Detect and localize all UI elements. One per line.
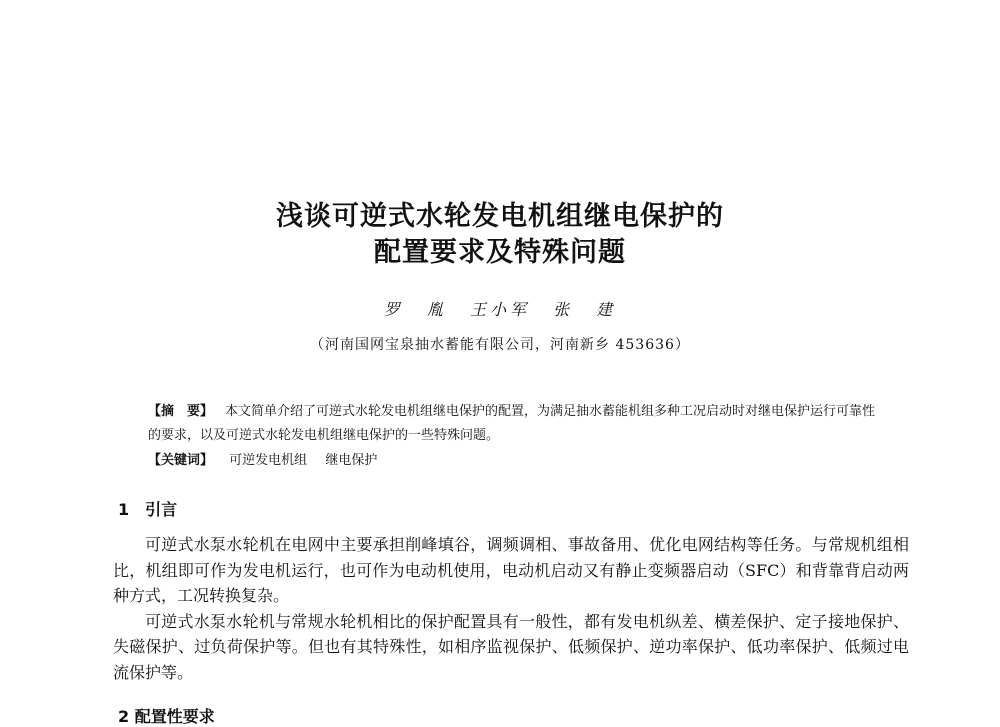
keyword-item: 继电保护 (325, 453, 378, 468)
section-title: 配置性要求 (134, 707, 215, 726)
section-title: 引言 (145, 500, 178, 519)
body-text (113, 532, 909, 685)
paper-title-line-2: 配置要求及特殊问题 (374, 237, 626, 268)
keywords-label: 【关键词】 (148, 453, 214, 468)
abstract-text: 本文简单介绍了可逆式水轮发电机组继电保护的配置，为满足抽水蓄能机组多种工况启动时对继电保护运行可靠性的要求，以及可逆式水轮发电机组继电保护的一些特殊问题。 (148, 404, 876, 443)
section-heading (118, 497, 177, 520)
abstract-label: 【摘 要】 (148, 404, 214, 419)
body-paragraph: 可逆式水泵水轮机在电网中主要承担削峰填谷，调频调相、事故备用、优化电网结构等任务。与常规机组相比，机组即可作为发电机运行，也可作为电动机使用，电动机启动又有静止变频器启动（SFC）和背靠背启动两种方式，工况转换复杂。 (113, 535, 909, 605)
author-list (0, 297, 1000, 320)
section-number: 1 (118, 500, 130, 519)
affiliation: （河南国网宝泉抽水蓄能有限公司，河南新乡 453636） (310, 337, 690, 353)
keywords-block (148, 449, 391, 468)
abstract-block (148, 400, 878, 448)
section-number: 2 (118, 707, 130, 726)
keyword-item: 可逆发电机组 (229, 453, 308, 468)
paper-title-line-1: 浅谈可逆式水轮发电机组继电保护的 (276, 201, 724, 232)
author-name: 罗 胤 (383, 300, 447, 319)
next-section-heading (118, 704, 215, 727)
author-name: 张 建 (553, 300, 617, 319)
author-name: 王小军 (469, 300, 530, 319)
body-paragraph: 可逆式水泵水轮机与常规水轮机相比的保护配置具有一般性，都有发电机纵差、横差保护、定子接地保护、失磁保护、过负荷保护等。但也有其特殊性，如相序监视保护、低频保护、逆功率保护、低功率保护、低频过电流保护等。 (113, 611, 909, 682)
